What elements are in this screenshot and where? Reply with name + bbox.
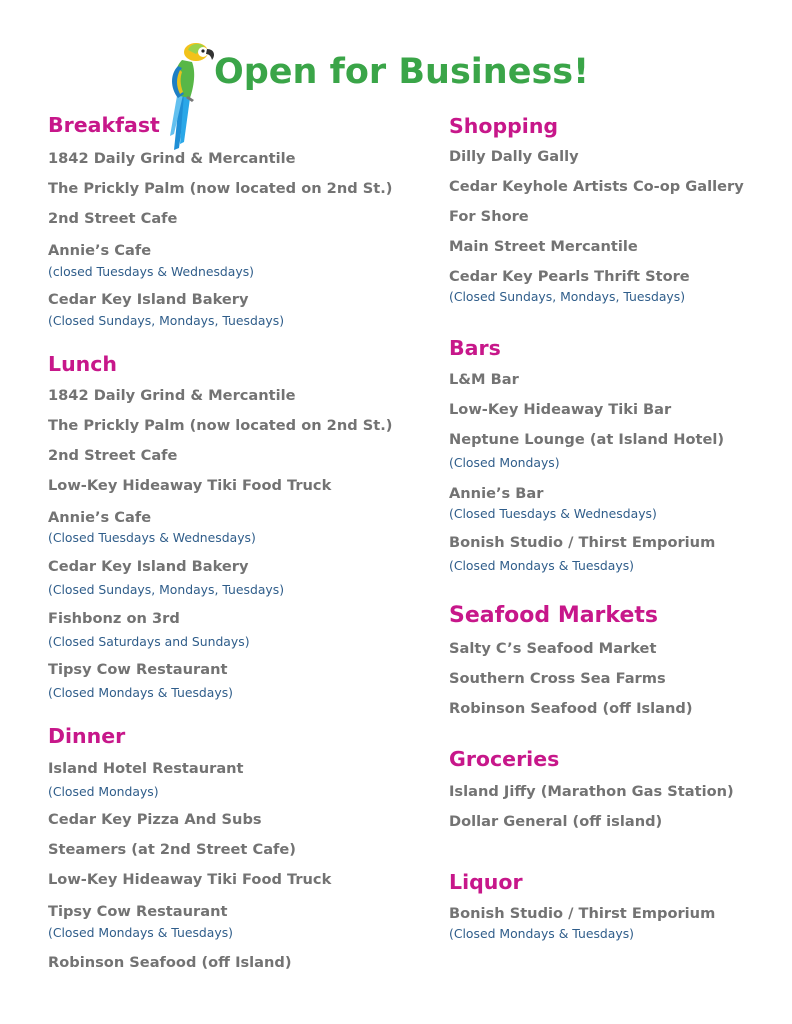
- list-item: 1842 Daily Grind & Mercantile: [48, 387, 296, 404]
- list-item: Steamers (at 2nd Street Cafe): [48, 841, 296, 858]
- list-item: Annie’s Bar: [449, 485, 544, 502]
- list-item: 2nd Street Cafe: [48, 447, 178, 464]
- list-item: 2nd Street Cafe: [48, 210, 178, 227]
- list-item: The Prickly Palm (now located on 2nd St.): [48, 180, 393, 197]
- hours-note: (Closed Mondays & Tuesdays): [449, 558, 634, 573]
- hours-note: (Closed Tuesdays & Wednesdays): [449, 506, 657, 521]
- hours-note: (Closed Mondays & Tuesdays): [449, 926, 634, 941]
- hours-note: (Closed Saturdays and Sundays): [48, 634, 250, 649]
- list-item: Main Street Mercantile: [449, 238, 638, 255]
- list-item: 1842 Daily Grind & Mercantile: [48, 150, 296, 167]
- list-item: L&M Bar: [449, 371, 519, 388]
- list-item: Fishbonz on 3rd: [48, 610, 180, 627]
- list-item: Annie’s Cafe: [48, 242, 152, 259]
- list-item: Robinson Seafood (off Island): [48, 954, 292, 971]
- list-item: For Shore: [449, 208, 529, 225]
- list-item: Low-Key Hideaway Tiki Food Truck: [48, 477, 332, 494]
- hours-note: (Closed Mondays): [449, 455, 560, 470]
- list-item: Southern Cross Sea Farms: [449, 670, 666, 687]
- list-item: Island Hotel Restaurant: [48, 760, 244, 777]
- section-heading: Lunch: [48, 352, 117, 376]
- list-item: Cedar Key Pizza And Subs: [48, 811, 262, 828]
- list-item: The Prickly Palm (now located on 2nd St.): [48, 417, 393, 434]
- hours-note: (Closed Sundays, Mondays, Tuesdays): [48, 313, 285, 328]
- list-item: Low-Key Hideaway Tiki Food Truck: [48, 871, 332, 888]
- list-item: Robinson Seafood (off Island): [449, 700, 693, 717]
- list-item: Cedar Key Island Bakery: [48, 558, 249, 575]
- hours-note: (Closed Mondays & Tuesdays): [48, 685, 233, 700]
- hours-note: (Closed Sundays, Mondays, Tuesdays): [48, 582, 285, 597]
- list-item: Low-Key Hideaway Tiki Bar: [449, 401, 672, 418]
- list-item: Bonish Studio / Thirst Emporium: [449, 534, 716, 551]
- section-heading: Shopping: [449, 114, 559, 138]
- list-item: Dilly Dally Gally: [449, 148, 579, 165]
- hours-note: (Closed Mondays): [48, 784, 159, 799]
- list-item: Annie’s Cafe: [48, 509, 152, 526]
- hours-note: (Closed Tuesdays & Wednesdays): [48, 530, 256, 545]
- list-item: Salty C’s Seafood Market: [449, 640, 657, 657]
- hours-note: (Closed Mondays & Tuesdays): [48, 925, 233, 940]
- list-item: Bonish Studio / Thirst Emporium: [449, 905, 716, 922]
- list-item: Dollar General (off island): [449, 813, 663, 830]
- section-heading: Liquor: [449, 870, 523, 894]
- list-item: Tipsy Cow Restaurant: [48, 661, 228, 678]
- page-title: Open for Business!: [214, 52, 590, 92]
- section-heading: Breakfast: [48, 113, 160, 137]
- list-item: Island Jiffy (Marathon Gas Station): [449, 783, 734, 800]
- hours-note: (closed Tuesdays & Wednesdays): [48, 264, 254, 279]
- list-item: Cedar Keyhole Artists Co-op Gallery: [449, 178, 744, 195]
- list-item: Cedar Key Pearls Thrift Store: [449, 268, 690, 285]
- list-item: Tipsy Cow Restaurant: [48, 903, 228, 920]
- section-heading: Bars: [449, 336, 501, 360]
- section-heading: Groceries: [449, 747, 560, 771]
- hours-note: (Closed Sundays, Mondays, Tuesdays): [449, 289, 686, 304]
- list-item: Neptune Lounge (at Island Hotel): [449, 431, 725, 448]
- list-item: Cedar Key Island Bakery: [48, 291, 249, 308]
- section-heading: Seafood Markets: [449, 603, 658, 628]
- section-heading: Dinner: [48, 724, 126, 748]
